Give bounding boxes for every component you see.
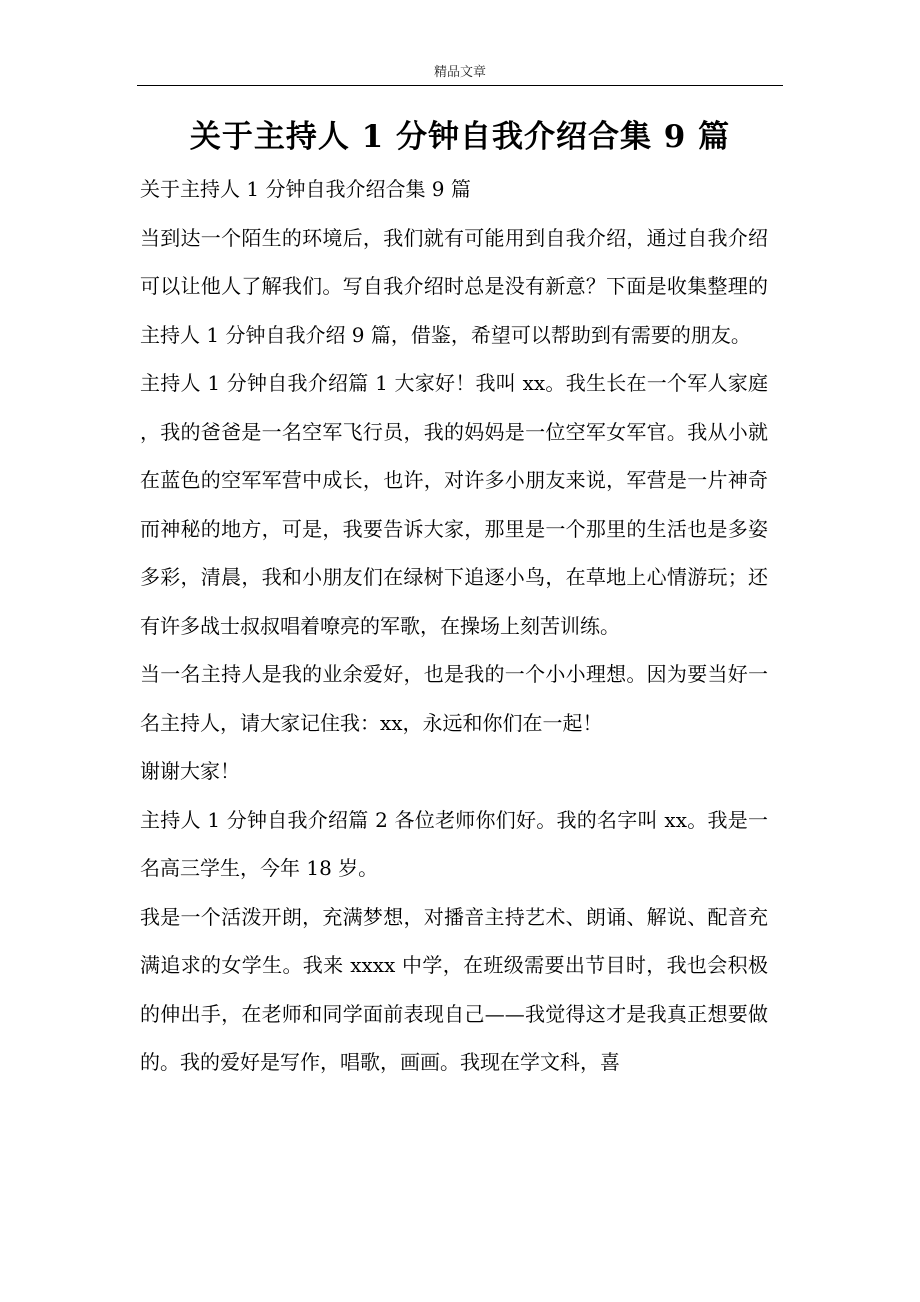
- article-2-paragraph-2: 我是一个活泼开朗，充满梦想，对播音主持艺术、朗诵、解说、配音充满追求的女学生。我来 xxxx 中学，在班级需要出节目时，我也会积极的伸出手，在老师和同学面前表现自己——我觉得这才是我真正想要做的。我的爱好是写作，唱歌，画画。我现在学文科，喜: [140, 904, 768, 1074]
- header-divider: [137, 85, 783, 86]
- article-2-paragraph: 主持人 1 分钟自我介绍篇 2 各位老师你们好。我的名字叫 xx。我是一名高三学生，今年 18 岁。: [140, 807, 768, 880]
- intro-paragraph: 当到达一个陌生的环境后，我们就有可能用到自我介绍，通过自我介绍可以让他人了解我们。写自我介绍时总是没有新意？下面是收集整理的主持人 1 分钟自我介绍 9 篇，借鉴，希望可以帮助到有需要的朋友。: [140, 225, 768, 347]
- document-body: [140, 165, 768, 1087]
- page-header: 精品文章: [433, 65, 486, 80]
- article-1-closing: 谢谢大家！: [140, 759, 240, 783]
- document-title: 关于主持人 1 分钟自我介绍合集 9 篇: [189, 119, 731, 155]
- article-1-paragraph: 主持人 1 分钟自我介绍篇 1 大家好！我叫 xx。我生长在一个军人家庭，我的爸爸是一名空军飞行员，我的妈妈是一位空军女军官。我从小就在蓝色的空军军营中成长，也许，对许多小朋友来说，军营是一片神奇而神秘的地方，可是，我要告诉大家，那里是一个那里的生活也是多姿多彩，清晨，我和小朋友们在绿树下追逐小鸟，在草地上心情游玩；还有许多战士叔叔唱着嘹亮的军歌，在操场上刻苦训练。: [140, 371, 768, 638]
- article-1-paragraph-2: 当一名主持人是我的业余爱好，也是我的一个小小理想。因为要当好一名主持人，请大家记住我：xx，永远和你们在一起！: [140, 662, 768, 735]
- subtitle-paragraph: 关于主持人 1 分钟自我介绍合集 9 篇: [140, 177, 471, 201]
